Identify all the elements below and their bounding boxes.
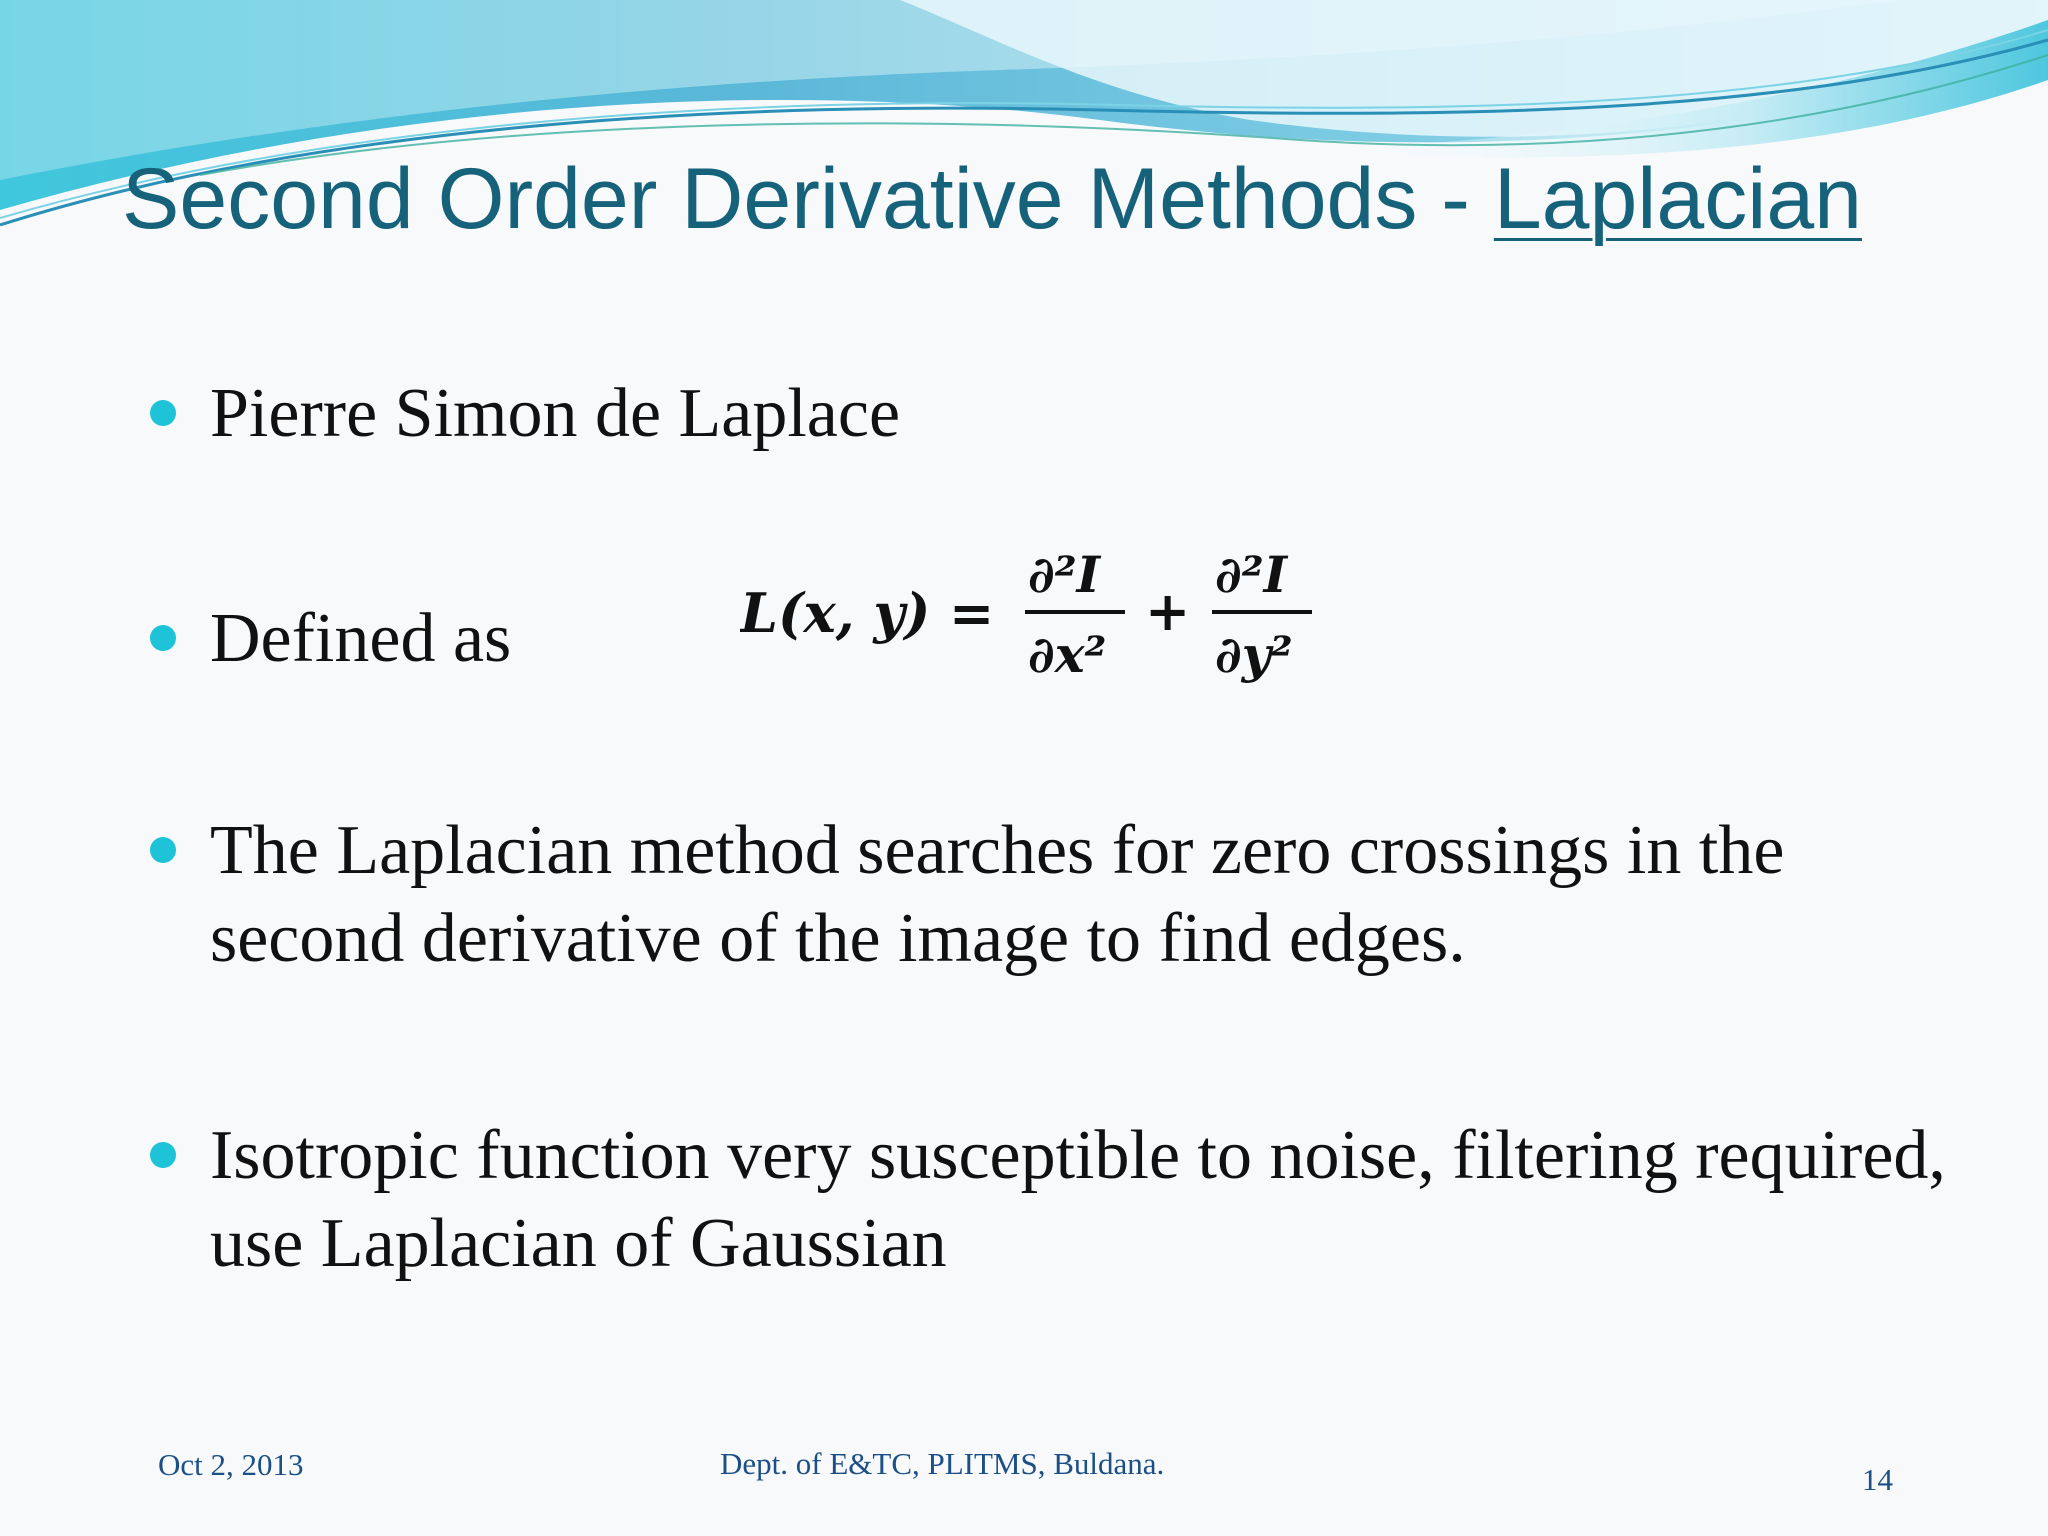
- bullet-text: Defined as: [210, 600, 512, 677]
- bullet-dot-icon: [150, 400, 176, 426]
- bullet-dot-icon: [150, 625, 176, 651]
- bullet-dot-icon: [150, 1142, 176, 1168]
- formula-lhs: L(x, y) =: [740, 581, 995, 645]
- bullet-text: The Laplacian method searches for zero crossings in the second derivative of the image to find edges.: [210, 812, 1785, 977]
- bullet-text: Isotropic function very susceptible to noise, filtering required, use Laplacian of Gaussian: [210, 1117, 1946, 1282]
- formula-term1-denominator: ∂x²: [1028, 625, 1107, 684]
- bullet-text: Pierre Simon de Laplace: [210, 375, 901, 452]
- footer-department: Dept. of E&TC, PLITMS, Buldana.: [720, 1446, 1165, 1481]
- slide-title: [122, 150, 1862, 249]
- formula-term2-denominator: ∂y²: [1215, 625, 1293, 684]
- footer-date: Oct 2, 2013: [158, 1447, 304, 1482]
- formula-term2-numerator: ∂²I: [1215, 545, 1287, 604]
- formula-plus: +: [1145, 579, 1191, 643]
- bullet-dot-icon: [150, 837, 176, 863]
- title-link[interactable]: Laplacian: [1493, 151, 1862, 247]
- slide-page-number: 14: [1862, 1462, 1893, 1497]
- laplacian-formula: [740, 530, 1340, 690]
- title-prefix: Second Order Derivative Methods -: [122, 151, 1494, 247]
- formula-term1-numerator: ∂²I: [1028, 545, 1100, 604]
